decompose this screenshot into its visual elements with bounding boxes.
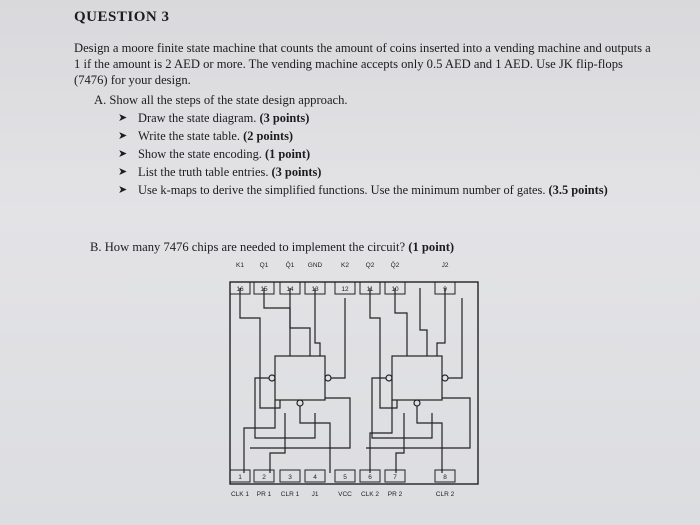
top-pin-names xyxy=(236,261,449,269)
arrow-bullet-icon: ➤ xyxy=(118,112,128,124)
item-points: (3.5 points) xyxy=(548,183,608,197)
section-a-heading: A. Show all the steps of the state design approach. xyxy=(94,93,348,107)
list-item xyxy=(118,182,638,198)
top-pin-name: Q2 xyxy=(365,262,375,269)
section-b-text: B. How many 7476 chips are needed to implement the circuit? xyxy=(90,240,409,254)
section-a-list xyxy=(118,110,638,200)
arrow-bullet-icon: ➤ xyxy=(118,184,128,196)
top-pin-number: 15 xyxy=(260,286,268,293)
arrow-bullet-icon: ➤ xyxy=(118,166,128,178)
bottom-pin-number: 3 xyxy=(288,474,292,481)
list-item xyxy=(118,164,638,180)
bottom-pin-name: PR 2 xyxy=(387,491,403,498)
arrow-bullet-icon: ➤ xyxy=(118,130,128,142)
list-item xyxy=(118,146,638,162)
top-pin-number: 10 xyxy=(391,286,399,293)
top-pin-name: K2 xyxy=(341,262,349,269)
bottom-pin-number: 6 xyxy=(368,474,372,481)
list-item xyxy=(118,128,638,144)
item-text: Show the state encoding. xyxy=(138,147,265,161)
bottom-pin-names xyxy=(231,491,455,498)
bottom-pin-name: J1 xyxy=(311,491,319,498)
chip-7476-diagram xyxy=(220,258,490,503)
bottom-pin-name: CLR 2 xyxy=(435,491,455,498)
bottom-pin-number: 5 xyxy=(343,474,347,481)
top-pin-name: Q̄1 xyxy=(285,262,295,269)
top-pin-numbers xyxy=(236,286,447,293)
item-points: (2 points) xyxy=(243,129,294,143)
top-pin-name: Q̄2 xyxy=(390,262,400,269)
list-item xyxy=(118,110,638,126)
bottom-pin-number: 4 xyxy=(313,474,317,481)
bottom-pin-number: 7 xyxy=(393,474,397,481)
flip-flop-2 xyxy=(366,288,470,473)
bottom-pin-name: VCC xyxy=(338,491,352,498)
bottom-pin-numbers xyxy=(238,474,447,481)
bottom-pin-number: 1 xyxy=(238,474,242,481)
item-text: Write the state table. xyxy=(138,129,244,143)
item-text: Draw the state diagram. xyxy=(138,111,260,125)
question-body: Design a moore finite state machine that counts the amount of coins inserted into a vending machine and outputs a 1 if the amount is 2 AED or more. The vending machine accepts only 0.5 AED and 1 AED. Use JK flip-flops (7476) for your design. xyxy=(74,41,651,87)
top-pin-number: 12 xyxy=(341,286,349,293)
top-pin-number: 11 xyxy=(366,286,374,293)
item-points: (3 points) xyxy=(259,111,310,125)
chip-body xyxy=(230,282,478,484)
top-pin-name: J2 xyxy=(441,262,449,269)
flip-flop-1 xyxy=(240,288,350,473)
top-pin-number: 16 xyxy=(236,286,244,293)
bottom-pin-name: CLR 1 xyxy=(280,491,300,498)
question-title: QUESTION 3 xyxy=(74,9,170,25)
bottom-pin-number: 8 xyxy=(443,474,447,481)
top-pin-number: 14 xyxy=(286,286,294,293)
item-points: (3 points) xyxy=(271,165,322,179)
item-text: List the truth table entries. xyxy=(138,165,272,179)
bottom-pin-name: CLK 1 xyxy=(230,491,250,498)
item-text: Use k-maps to derive the simplified functions. Use the minimum number of gates. xyxy=(138,183,549,197)
top-pin-name: Q1 xyxy=(259,262,269,269)
bottom-pin-name: CLK 2 xyxy=(360,491,380,498)
top-pin-number: 13 xyxy=(311,286,319,293)
bottom-pin-number: 2 xyxy=(262,474,266,481)
bottom-pin-name: PR 1 xyxy=(256,491,272,498)
section-b-heading xyxy=(90,240,454,255)
top-pin-number: 9 xyxy=(443,286,447,293)
arrow-bullet-icon: ➤ xyxy=(118,148,128,160)
item-points: (1 point) xyxy=(264,147,311,161)
section-b-points: (1 point) xyxy=(408,240,455,254)
top-pin-name: K1 xyxy=(236,262,244,269)
top-pin-name: GND xyxy=(307,262,323,269)
